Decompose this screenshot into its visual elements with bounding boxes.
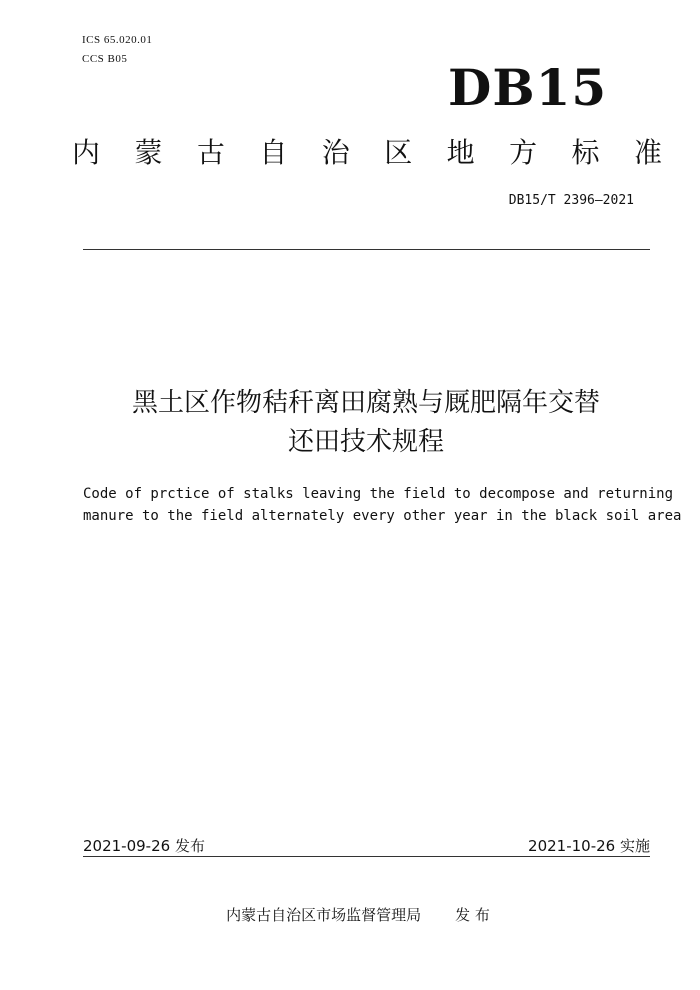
ics-code: ICS 65.020.01 — [82, 34, 153, 46]
db15-logo: DB15 — [448, 58, 608, 117]
title-en-line-1: Code of prctice of stalks leaving the field to decompose and returning — [83, 486, 674, 502]
top-divider — [83, 249, 650, 250]
standard-type-char: 治 — [321, 136, 350, 169]
standard-type — [72, 136, 662, 170]
standard-number: DB15/T 2396—2021 — [508, 193, 634, 208]
publisher-name: 内蒙古自治区市场监督管理局 — [226, 906, 422, 924]
standard-type-char: 自 — [259, 136, 288, 169]
title-zh-line-2: 还田技术规程 — [287, 427, 444, 457]
standard-type-char: 区 — [384, 136, 413, 169]
standard-type-char: 地 — [446, 136, 475, 169]
standard-type-char: 蒙 — [134, 136, 163, 169]
standard-type-char: 标 — [571, 136, 600, 169]
standard-type-char: 准 — [633, 136, 662, 169]
bottom-divider — [83, 856, 650, 857]
title-en-line-2: manure to the field alternately every other year in the black soil area — [83, 508, 682, 524]
publisher-line — [0, 904, 700, 925]
implementation-date: 2021-10-26 实施 — [528, 837, 650, 855]
standard-type-char: 古 — [196, 136, 225, 169]
title-zh-line-1: 黑土区作物秸秆离田腐熟与厩肥隔年交替 — [131, 388, 600, 418]
ccs-code: CCS B05 — [82, 53, 128, 65]
publish-action: 发 布 — [455, 906, 490, 924]
issue-date: 2021-09-26 发布 — [83, 837, 205, 855]
standard-type-char: 内 — [72, 136, 101, 169]
standard-type-char: 方 — [509, 136, 538, 169]
